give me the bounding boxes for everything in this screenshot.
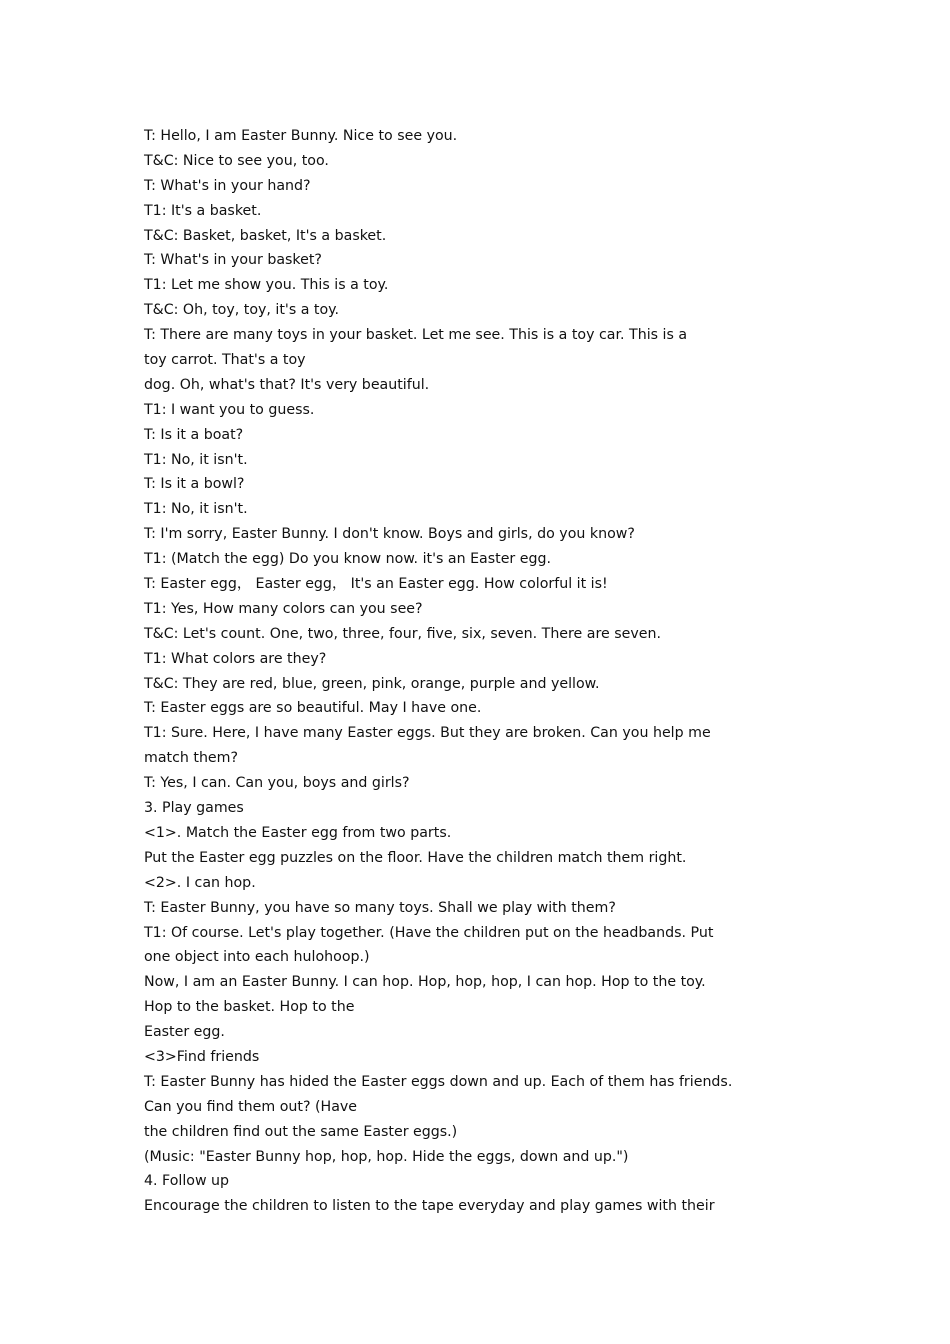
text-line: T: Easter eggs are so beautiful. May I have one. [144, 700, 482, 717]
text-line: Hop to the basket. Hop to the [144, 999, 355, 1016]
text-line: <3>Find friends [144, 1048, 260, 1065]
text-line: T&C: Basket, basket, It's a basket. [144, 227, 387, 244]
text-line: T1: It's a basket. [144, 202, 262, 219]
text-line: <2>. I can hop. [144, 874, 256, 891]
text-line: match them? [144, 750, 239, 767]
text-line: T1: Yes, How many colors can you see? [144, 600, 423, 617]
text-line: (Music: "Easter Bunny hop, hop, hop. Hide the eggs, down and up.") [144, 1148, 629, 1165]
text-line: T: There are many toys in your basket. Let me see. This is a toy car. This is a [144, 327, 688, 344]
text-line: Put the Easter egg puzzles on the floor. Have the children match them right. [144, 849, 687, 866]
text-line: T: Easter Bunny, you have so many toys. Shall we play with them? [144, 899, 616, 916]
text-line: toy carrot. That's a toy [144, 352, 306, 369]
text-line: <1>. Match the Easter egg from two parts. [144, 824, 452, 841]
text-line: the children find out the same Easter eggs.) [144, 1123, 458, 1140]
text-line: Can you find them out? (Have [144, 1098, 358, 1115]
text-line: T&C: They are red, blue, green, pink, orange, purple and yellow. [144, 675, 600, 692]
text-line: Encourage the children to listen to the tape everyday and play games with their [144, 1198, 715, 1215]
text-line: T: What's in your hand? [144, 177, 311, 194]
text-line: T&C: Nice to see you, too. [144, 152, 329, 169]
text-line: T1: What colors are they? [144, 650, 327, 667]
text-line: T1: (Match the egg) Do you know now. it's an Easter egg. [144, 551, 552, 568]
text-line: T: Is it a bowl? [144, 476, 245, 493]
text-line: T&C: Oh, toy, toy, it's a toy. [144, 302, 340, 319]
text-line: 3. Play games [144, 800, 244, 817]
text-line: T1: I want you to guess. [144, 401, 315, 418]
text-line: Now, I am an Easter Bunny. I can hop. Hop, hop, hop, I can hop. Hop to the toy. [144, 974, 706, 991]
text-line: T: I'm sorry, Easter Bunny. I don't know. Boys and girls, do you know? [144, 526, 635, 543]
text-line: T: Yes, I can. Can you, boys and girls? [144, 775, 410, 792]
text-line: T: Easter Bunny has hided the Easter eggs down and up. Each of them has friends. [144, 1073, 733, 1090]
text-line: 4. Follow up [144, 1173, 230, 1190]
text-line: T1: No, it isn't. [144, 451, 248, 468]
text-line: T: Easter egg， Easter egg， It's an Easter egg. How colorful it is! [144, 576, 608, 593]
text-line: Easter egg. [144, 1024, 225, 1041]
text-line: dog. Oh, what's that? It's very beautiful. [144, 376, 430, 393]
text-line: T: Is it a boat? [144, 426, 244, 443]
document-body [144, 124, 764, 1219]
text-line: T: Hello, I am Easter Bunny. Nice to see you. [144, 128, 458, 144]
text-line: T1: No, it isn't. [144, 501, 248, 518]
text-line: one object into each hulohoop.) [144, 949, 370, 966]
text-line: T1: Sure. Here, I have many Easter eggs. But they are broken. Can you help me [144, 725, 711, 742]
text-line: T: What's in your basket? [144, 252, 322, 269]
text-line: T1: Let me show you. This is a toy. [144, 277, 389, 294]
text-line: T&C: Let's count. One, two, three, four, five, six, seven. There are seven. [144, 625, 661, 642]
text-line: T1: Of course. Let's play together. (Have the children put on the headbands. Put [144, 924, 714, 941]
